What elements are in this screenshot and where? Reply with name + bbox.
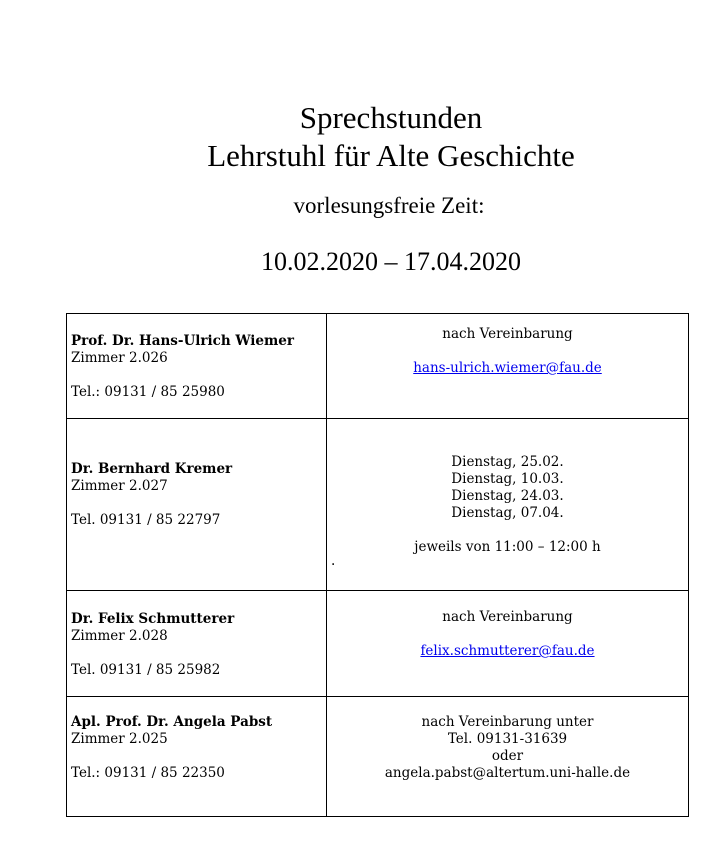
hours-note: nach Vereinbarung	[442, 326, 573, 342]
email-link[interactable]: hans-ulrich.wiemer@fau.de	[413, 360, 602, 376]
date-item: Dienstag, 10.03.	[451, 471, 564, 487]
person-phone: Tel. 09131 / 85 22797	[71, 512, 221, 528]
table-row	[67, 314, 689, 419]
trailing-dot: .	[331, 553, 336, 569]
table-row	[67, 591, 689, 697]
contact-phone: Tel. 09131-31639	[447, 731, 568, 747]
hours-cell	[327, 419, 689, 591]
person-phone: Tel.: 09131 / 85 22350	[71, 765, 225, 781]
person-name: Dr. Bernhard Kremer	[71, 461, 233, 477]
person-phone: Tel. 09131 / 85 25982	[71, 662, 221, 678]
email-link[interactable]: felix.schmutterer@fau.de	[420, 643, 595, 659]
hours-cell	[327, 697, 689, 817]
person-cell	[67, 591, 327, 697]
table-row	[67, 697, 689, 817]
date-item: Dienstag, 07.04.	[451, 505, 564, 521]
date-range: 10.02.2020 – 17.04.2020	[261, 247, 521, 276]
office-hours-table	[66, 313, 689, 817]
date-item: Dienstag, 25.02.	[451, 454, 564, 470]
hours-cell	[327, 591, 689, 697]
person-room: Zimmer 2.026	[71, 350, 168, 366]
date-item: Dienstag, 24.03.	[451, 488, 564, 504]
person-phone: Tel.: 09131 / 85 25980	[71, 384, 225, 400]
person-cell	[67, 697, 327, 817]
person-name: Prof. Dr. Hans-Ulrich Wiemer	[71, 333, 295, 349]
person-room: Zimmer 2.028	[71, 628, 168, 644]
hours-note: nach Vereinbarung unter	[421, 714, 594, 730]
page-title: Sprechstunden	[299, 100, 483, 135]
person-room: Zimmer 2.025	[71, 731, 168, 747]
period-subtitle: vorlesungsfreie Zeit:	[293, 193, 485, 218]
hours-cell	[327, 314, 689, 419]
person-room: Zimmer 2.027	[71, 478, 168, 494]
person-name: Dr. Felix Schmutterer	[71, 611, 235, 627]
hours-note: nach Vereinbarung	[442, 609, 573, 625]
conjunction: oder	[491, 748, 524, 764]
person-cell	[67, 419, 327, 591]
table-row	[67, 419, 689, 591]
contact-email: angela.pabst@altertum.uni-halle.de	[384, 765, 631, 781]
person-cell	[67, 314, 327, 419]
time-range: jeweils von 11:00 – 12:00 h	[414, 539, 601, 555]
chair-title: Lehrstuhl für Alte Geschichte	[207, 138, 575, 173]
person-name: Apl. Prof. Dr. Angela Pabst	[71, 714, 273, 730]
